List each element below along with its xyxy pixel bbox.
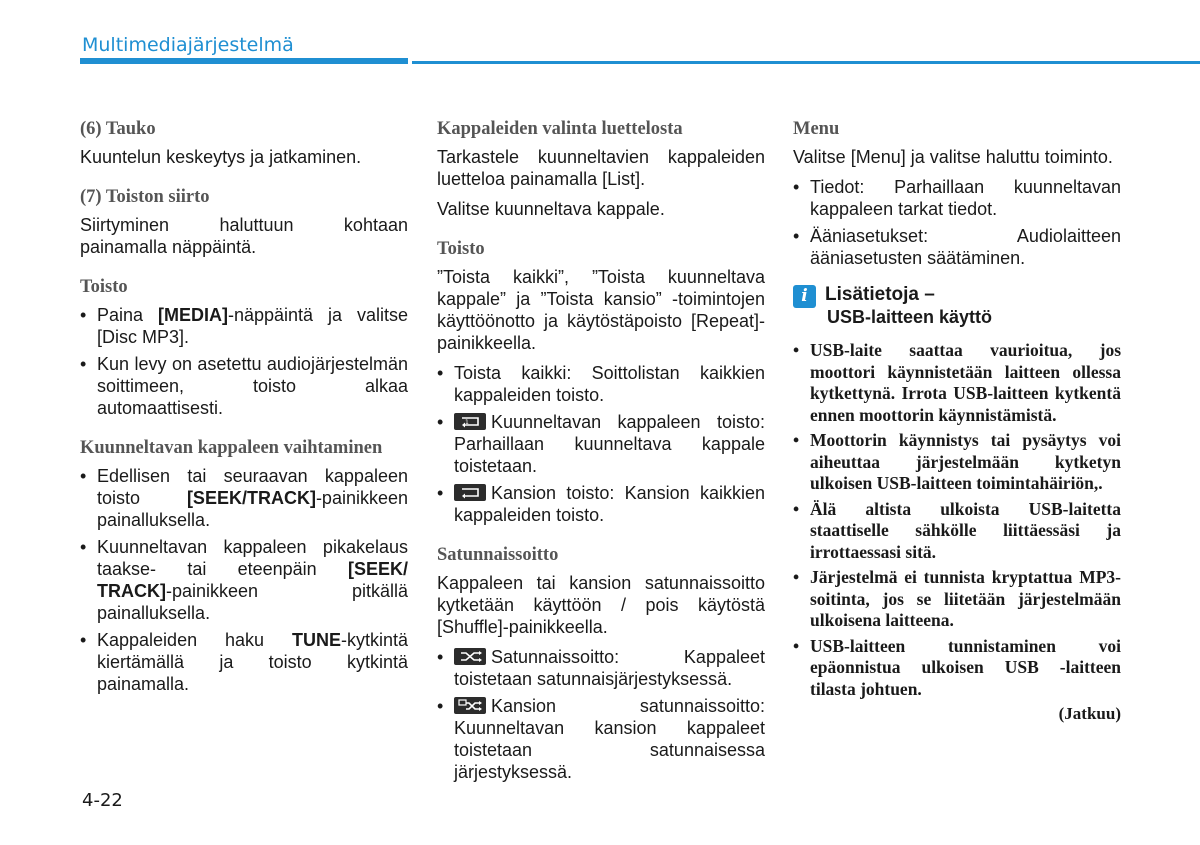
list-item: • Paina [MEDIA]-näppäintä ja valitse [Disc MP3]. (80, 304, 408, 348)
list-menu (793, 176, 1121, 269)
heading-luettelo: Kappaleiden valinta luettelosta (437, 119, 683, 139)
continued-note: (Jatkuu) (1058, 704, 1121, 723)
list-item: • Kansion satunnaissoitto: Kuunneltavan kansion kappaleet toistetaan satunnaisessa järjestyksessä. (437, 695, 765, 783)
list-vaihtaminen (80, 465, 408, 695)
column-right (793, 118, 1121, 724)
list-item: • Tiedot: Parhaillaan kuunneltavan kappaleen tarkat tiedot. (793, 176, 1121, 220)
heading-vaihtaminen: Kuunneltavan kappaleen vaihtaminen (80, 438, 383, 458)
list-item: • Älä altista ulkoista USB-laitetta staattiselle sähkölle liittäessäsi ja irrottaessasi sitä. (793, 499, 1121, 564)
section-title: Multimediajärjestelmä (82, 34, 294, 56)
heading-satunnaissoitto: Satunnaissoitto (437, 545, 559, 565)
text-valitse: Valitse kuunneltava kappale. (437, 199, 665, 219)
text-luettelo: Tarkastele kuunneltavien kappaleiden luetteloa painamalla [List]. (437, 147, 765, 189)
heading-toisto-2: Toisto (437, 239, 485, 259)
shuffle-icon (454, 648, 486, 665)
list-item: • Toista kaikki: Soittolistan kaikkien kappaleiden toisto. (437, 362, 765, 406)
heading-tauko: (6) Tauko (80, 119, 156, 139)
column-left (80, 118, 408, 701)
info-subtitle: USB-laitteen käyttö (827, 307, 993, 327)
heading-toiston-siirto: (7) Toiston siirto (80, 187, 210, 207)
header-rule-thin (412, 61, 1200, 64)
list-item: • Järjestelmä ei tunnista kryptattua MP3-soitinta, jos se liitetään järjestelmään ulkoisena laitteena. (793, 567, 1121, 632)
info-icon: i (793, 285, 816, 308)
repeat-one-icon (454, 413, 486, 430)
list-item: • Kuunneltavan kappaleen pikakelaus taakse- tai eteenpäin [SEEK/ TRACK]-painikkeen pitkällä painalluksella. (80, 536, 408, 624)
list-item: • Satunnaissoitto: Kappaleet toistetaan satunnaisjärjestyksessä. (437, 646, 765, 690)
list-item: • USB-laitteen tunnistaminen voi epäonnistua ulkoisen USB -laitteen tilasta johtuen. (793, 636, 1121, 701)
list-item: • 1 Kuunneltavan kappaleen toisto: Parhaillaan kuunneltava kappale toistetaan. (437, 411, 765, 477)
heading-menu: Menu (793, 119, 840, 139)
column-middle (437, 118, 765, 789)
text-tauko: Kuuntelun keskeytys ja jatkaminen. (80, 147, 362, 167)
list-item: • USB-laite saattaa vaurioitua, jos moottori käynnistetään laitteen ollessa kytkettynä. Irrota USB-laitteen kytkentä ennen moottorin käynnistämistä. (793, 340, 1121, 426)
list-item: • Kun levy on asetettu audiojärjestelmän soittimeen, toisto alkaa automaattisesti. (80, 353, 408, 419)
list-shuffle (437, 646, 765, 783)
text-shuffle: Kappaleen tai kansion satunnaissoitto kytketään käyttöön / pois käytöstä [Shuffle]-painikkeella. (437, 573, 765, 637)
header-rule-thick (80, 58, 408, 64)
list-item: • Moottorin käynnistys tai pysäytys voi aiheuttaa järjestelmään kytketyn ulkoisen USB-laitteen toimintahäiriön,. (793, 430, 1121, 495)
repeat-folder-icon (454, 484, 486, 501)
list-item: • Kansion toisto: Kansion kaikkien kappaleiden toisto. (437, 482, 765, 526)
heading-toisto: Toisto (80, 277, 128, 297)
info-title: Lisätietoja – (825, 284, 935, 305)
text-toiston-siirto: Siirtyminen haluttuun kohtaan painamalla näppäintä. (80, 215, 408, 257)
info-box-header (793, 283, 1121, 328)
list-item: • Kappaleiden haku TUNE-kytkintä kiertämällä ja toisto kytkintä painamalla. (80, 629, 408, 695)
page-number: 4-22 (82, 790, 123, 811)
list-repeat (437, 362, 765, 526)
text-menu: Valitse [Menu] ja valitse haluttu toiminto. (793, 147, 1113, 167)
shuffle-folder-icon (454, 697, 486, 714)
info-list (793, 340, 1121, 700)
svg-text:1: • 1 (465, 419, 469, 426)
list-item: • Edellisen tai seuraavan kappaleen toisto [SEEK/TRACK]-painikkeen painalluksella. (80, 465, 408, 531)
list-toisto (80, 304, 408, 419)
text-repeat: ”Toista kaikki”, ”Toista kuunneltava kappale” ja ”Toista kansio” -toimintojen käyttöönotto ja käytöstäpoisto [Repeat]-painikkeella. (437, 267, 765, 353)
list-item: • Ääniasetukset: Audiolaitteen ääniasetusten säätäminen. (793, 225, 1121, 269)
